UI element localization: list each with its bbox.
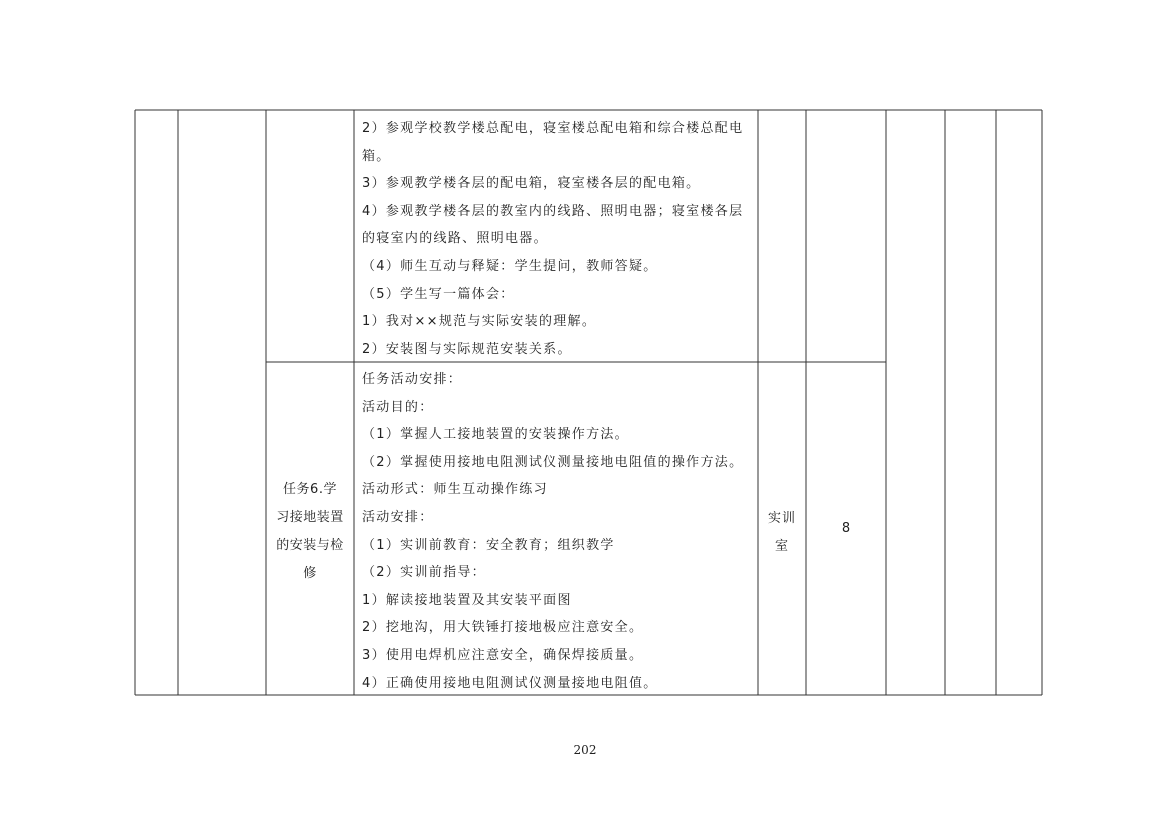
content-line: 2）参观学校教学楼总配电，寝室楼总配电箱和综合楼总配电 bbox=[362, 121, 744, 136]
content-line: 活动形式：师生互动操作练习 bbox=[362, 482, 548, 498]
content-line: 箱。 bbox=[362, 148, 391, 164]
content-line: （2）实训前指导： bbox=[362, 565, 486, 581]
task-name-line: 修 bbox=[303, 566, 317, 581]
location-cell bbox=[758, 505, 806, 561]
content-line: 4）参观教学楼各层的教室内的线路、照明电器；寝室楼各层 bbox=[362, 203, 744, 219]
lower-content-cell bbox=[362, 366, 758, 697]
content-line: （1）实训前教育：安全教育；组织教学 bbox=[362, 537, 615, 553]
content-line: 活动安排： bbox=[362, 509, 434, 525]
content-line: 任务活动安排： bbox=[362, 372, 463, 387]
content-line: 2）挖地沟，用大铁锤打接地极应注意安全。 bbox=[362, 620, 644, 636]
task-name-line: 的安装与检 bbox=[276, 538, 344, 553]
task-name-line: 任务6.学 bbox=[283, 482, 337, 497]
location-line: 室 bbox=[774, 539, 789, 554]
content-line: 1）我对××规范与实际安装的理解。 bbox=[362, 314, 597, 330]
task-name-line: 习接地装置 bbox=[276, 510, 344, 525]
content-line: 4）正确使用接地电阻测试仪测量接地电阻值。 bbox=[362, 675, 658, 691]
content-line: （1）掌握人工接地装置的安装操作方法。 bbox=[362, 427, 629, 443]
content-line: 3）参观教学楼各层的配电箱，寝室楼各层的配电箱。 bbox=[362, 176, 701, 192]
content-line: 3）使用电焊机应注意安全，确保焊接质量。 bbox=[362, 647, 644, 663]
page-number: 202 bbox=[573, 743, 597, 757]
content-line: 的寝室内的线路、照明电器。 bbox=[362, 231, 548, 247]
task-name-cell bbox=[266, 476, 354, 588]
content-line: 活动目的： bbox=[362, 399, 434, 415]
content-line: 1）解读接地装置及其安装平面图 bbox=[362, 592, 572, 608]
content-line: 2）安装图与实际规范安装关系。 bbox=[362, 341, 572, 357]
location-line: 实训 bbox=[767, 511, 796, 526]
hours-cell: 8 bbox=[841, 521, 851, 536]
content-line: （2）掌握使用接地电阻测试仪测量接地电阻值的操作方法。 bbox=[362, 454, 744, 470]
upper-content-cell bbox=[362, 115, 758, 363]
content-line: （5）学生写一篇体会： bbox=[362, 286, 515, 302]
content-line: （4）师生互动与释疑：学生提问，教师答疑。 bbox=[362, 258, 658, 274]
